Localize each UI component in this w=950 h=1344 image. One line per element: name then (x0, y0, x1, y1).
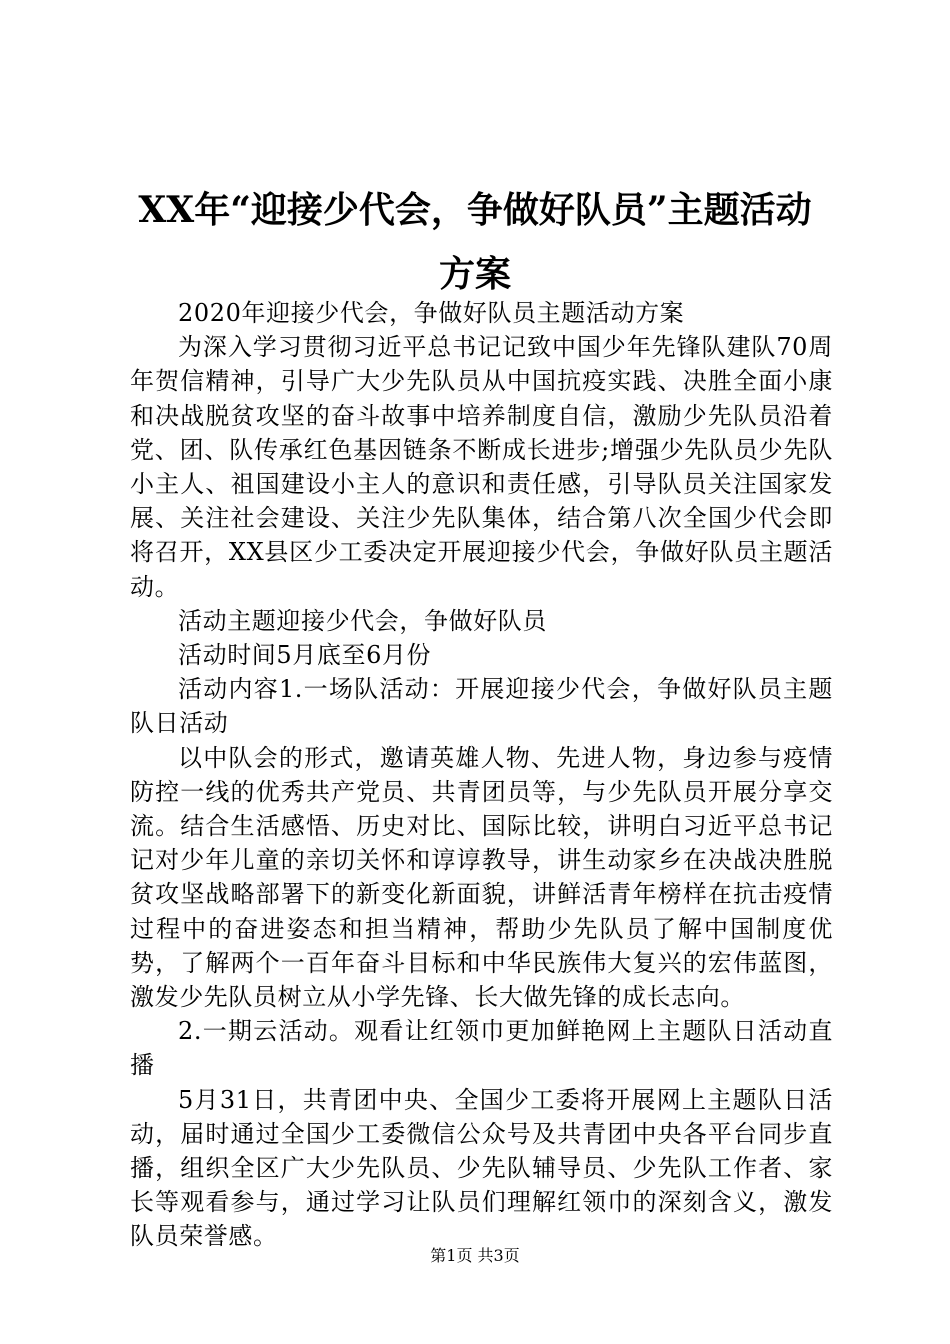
paragraph-subtitle: 2020年迎接少代会，争做好队员主题活动方案 (178, 299, 685, 327)
paragraph-content-1-detail: 以中队会的形式，邀请英雄人物、先进人物，身边参与疫情防控一线的优秀共产党员、共青团员等，与少先队员开展分享交流。结合生活感悟、历史对比、国际比较，讲明白习近平总书记记对少年儿童的亲切关怀和谆谆教导，讲生动家乡在决战决胜脱贫攻坚战略部署下的新变化新面貌，讲鲜活青年榜样在抗击疫情过程中的奋进姿态和担当精神，帮助少先队员了解中国制度优势，了解两个一百年奋斗目标和中华民族伟大复兴的宏伟蓝图，激发少先队员树立从小学先锋、长大做先锋的成长志向。 (130, 743, 833, 1012)
paragraph-content-1: 活动内容1.一场队活动：开展迎接少代会，争做好队员主题队日活动 (130, 675, 833, 738)
paragraph-content-2: 2.一期云活动。观看让红领巾更加鲜艳网上主题队日活动直播 (130, 1017, 833, 1080)
page-footer: 第1页 共3页 (430, 1246, 520, 1265)
paragraph-content-2-detail: 5月31日，共青团中央、全国少工委将开展网上主题队日活动，届时通过全国少工委微信公众号及共青团中央各平台同步直播，组织全区广大少先队员、少先队辅导员、少先队工作者、家长等观看参与，通过学习让队员们理解红领巾的深刻含义，激发队员荣誉感。 (130, 1085, 833, 1251)
document-title-line2: 方案 (438, 253, 511, 295)
document-title-line1: XX年“迎接少代会，争做好队员”主题活动 (138, 189, 812, 231)
paragraph-time: 活动时间5月底至6月份 (178, 641, 432, 670)
document-body (130, 296, 833, 1254)
document-title (120, 178, 830, 306)
paragraph-theme: 活动主题迎接少代会，争做好队员 (178, 606, 547, 635)
paragraph-intro: 为深入学习贯彻习近平总书记记致中国少年先锋队建队70周年贺信精神，引导广大少先队员从中国抗疫实践、决胜全面小康和决战脱贫攻坚的奋斗故事中培养制度自信，激励少先队员沿着党、团、队传承红色基因链条不断成长进步;增强少先队员少先队小主人、祖国建设小主人的意识和责任感，引导队员关注国家发展、关注社会建设、关注少先队集体，结合第八次全国少代会即将召开，XX县区少工委决定开展迎接少代会，争做好队员主题活动。 (130, 333, 833, 601)
